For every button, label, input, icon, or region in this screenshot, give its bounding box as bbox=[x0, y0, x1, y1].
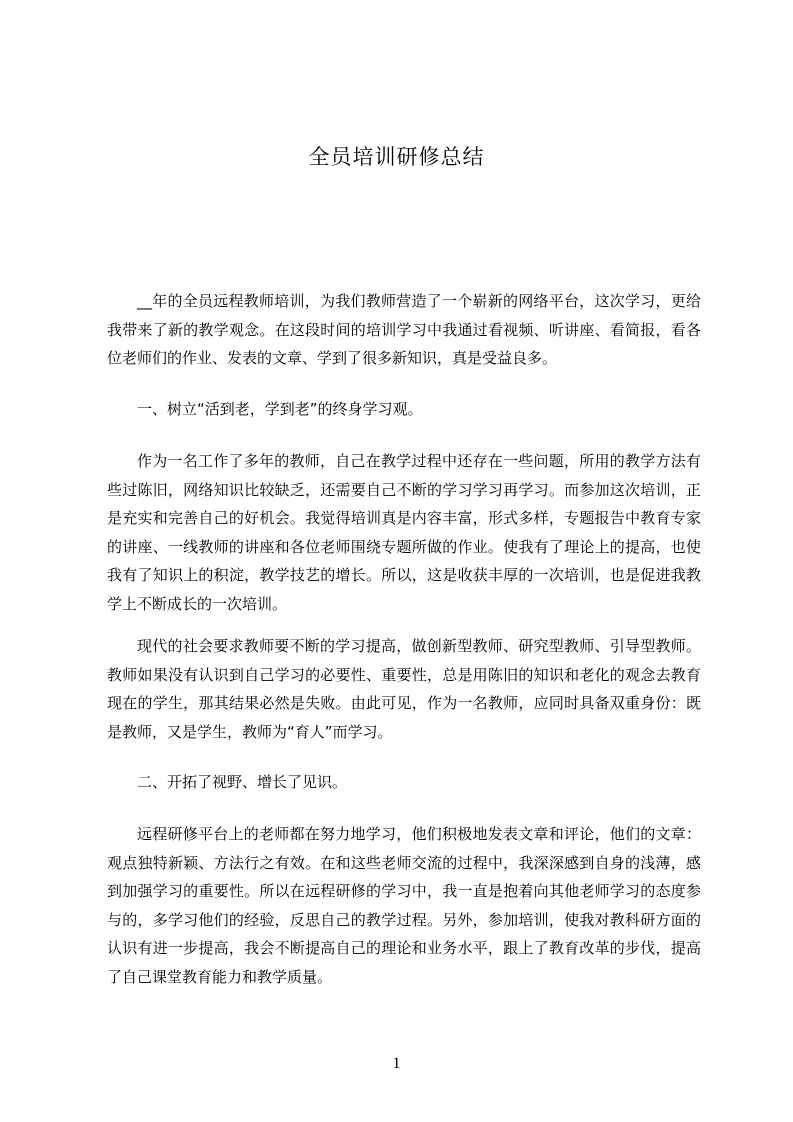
paragraph-teacher-roles: 现代的社会要求教师要不断的学习提高，做创新型教师、研究型教师、引导型教师。教师如果没有认识到自己学习的必要性、重要性，总是用陈旧的知识和老化的观念去教育现在的学生，那其结果必然是失败。由此可见，作为一名教师，应同时具备双重身份：既是教师，又是学生，教师为“育人”而学习。 bbox=[107, 637, 701, 741]
section-heading-1: 一、树立“活到老，学到老”的终身学习观。 bbox=[137, 400, 423, 418]
section-heading-2: 二、开拓了视野、增长了见识。 bbox=[137, 773, 348, 791]
document-title: 全员培训研修总结 bbox=[308, 145, 485, 169]
paragraph-lifelong-learning: 作为一名工作了多年的教师，自己在教学过程中还存在一些问题，所用的教学方法有些过陈旧，网络知识比较缺乏，还需要自己不断的学习学习再学习。而参加这次培训，正是充实和完善自己的好机会。我觉得培训真是内容丰富，形式多样，专题报告中教育专家的讲座、一线教师的讲座和各位老师围绕专题所做的作业。使我有了理论上的提高，也使我有了知识上的积淀，教学技艺的增长。所以，这是收获丰厚的一次培训，也是促进我教学上不断成长的一次培训。 bbox=[107, 452, 701, 613]
paragraph-broadened-vision: 远程研修平台上的老师都在努力地学习，他们积极地发表文章和评论，他们的文章：观点独特新颖、方法行之有效。在和这些老师交流的过程中，我深深感到自身的浅薄，感到加强学习的重要性。所以在远程研修的学习中，我一直是抱着向其他老师学习的态度参与的，多学习他们的经验，反思自己的教学过程。另外，参加培训，使我对教科研方面的认识有进一步提高，我会不断提高自己的理论和业务水平，跟上了教育改革的步伐，提高了自己课堂教育能力和教学质量。 bbox=[107, 825, 701, 986]
page-number: 1 bbox=[392, 1055, 401, 1072]
paragraph-intro: __年的全员远程教师培训，为我们教师营造了一个崭新的网络平台，这次学习，更给我带来了新的教学观念。在这段时间的培训学习中我通过看视频、听讲座、看简报，看各位老师们的作业、发表的文章、学到了很多新知识，真是受益良多。 bbox=[107, 292, 701, 367]
